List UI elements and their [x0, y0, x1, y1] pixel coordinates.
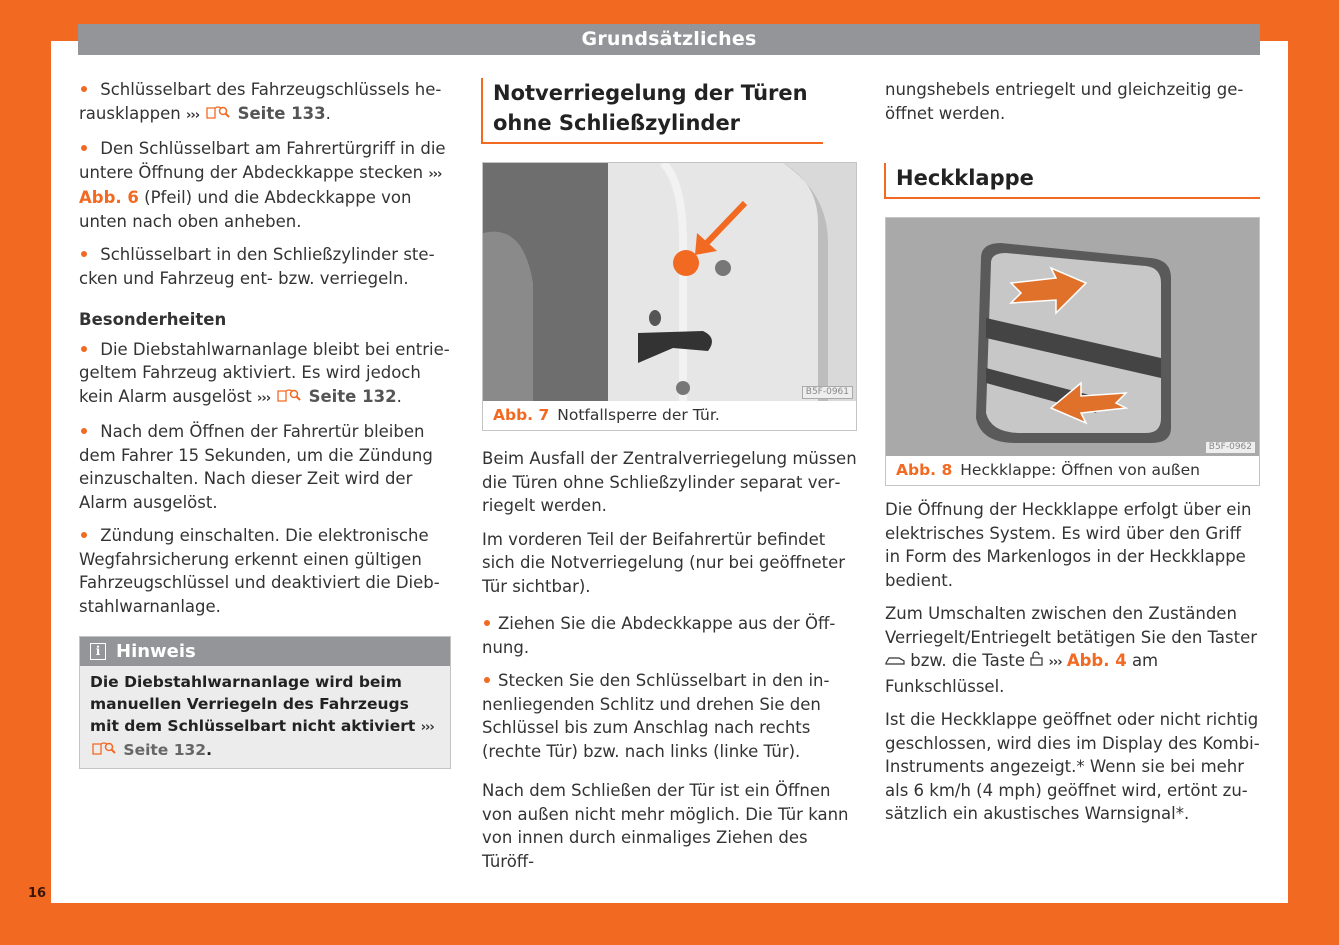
book-search-icon	[206, 105, 230, 120]
column-1	[79, 78, 451, 769]
arrow-marker: ›››	[186, 107, 200, 123]
tailgate-logo-illustration	[886, 218, 1259, 456]
column-3	[885, 78, 1260, 836]
page-reference-link[interactable]: Seite 133	[237, 103, 326, 123]
paragraph-continuation: nungshebels entriegelt und gleichzeitig geöffnet werden.	[885, 80, 1244, 123]
arrow-marker: ›››	[420, 720, 434, 735]
figure-caption: Abb. 8 Heckklappe: Öffnen von außen	[896, 461, 1200, 479]
page-number: 16	[28, 886, 47, 901]
list-item: Die Diebstahlwarnanlage bleibt bei entriegeltem Fahrzeug aktiviert. Es wird jedoch kein Alarm ausgelöst ››› Seite 132.	[79, 338, 451, 411]
arrow-marker: ›››	[256, 390, 271, 406]
paragraph: Beim Ausfall der Zentralverriegelung müssen die Türen ohne Schließzylinder separat verriegelt werden.	[482, 449, 857, 515]
list-item: Nach dem Öffnen der Fahrertür bleiben dem Fahrer 15 Sekunden, um die Zündung einzuschalten. Nach dieser Zeit wird der Alarm ausgelöst.	[79, 420, 451, 514]
paragraph: Im vorderen Teil der Beifahrertür befindet sich die Notverriegelung (nur bei geöffneter Tür sichtbar).	[482, 529, 846, 596]
info-icon: i	[90, 643, 106, 660]
book-search-icon	[92, 741, 116, 756]
section-title: Heckklappe	[884, 163, 1260, 199]
figure-code: B5F-0961	[802, 386, 853, 399]
unlock-icon	[1030, 651, 1043, 666]
paragraph: Zum Umschalten zwischen den Zuständen Verriegelt/Entriegelt betätigen Sie den Taster bzw. die Taste ››› Abb. 4 am Funkschlüssel.	[885, 604, 1258, 696]
section-header: Grundsätzliches	[78, 24, 1260, 55]
page-reference-link[interactable]: Seite 132	[308, 386, 397, 406]
arrow-marker: ›››	[1048, 655, 1062, 670]
paragraph: Ist die Heckklappe geöffnet oder nicht richtig geschlossen, wird dies im Display des KombiInstruments angezeigt.* Wenn sie bei mehr als 6 km/h (4 mph) geöffnet wird, ertönt zusätzlich ein akustisches Warnsignal*.	[885, 710, 1260, 823]
door-lock-illustration	[483, 163, 856, 401]
list-item: Schlüsselbart des Fahrzeugschlüssels herausklappen ››› Seite 133.	[79, 78, 451, 127]
list-item: Schlüsselbart in den Schließzylinder stecken und Fahrzeug ent- bzw. verriegeln.	[79, 243, 451, 290]
subheading: Besonderheiten	[79, 310, 227, 329]
figure-7	[482, 162, 857, 431]
section-title: Notverriegelung der Türen ohne Schließzylinder	[481, 78, 823, 144]
list-item: Stecken Sie den Schlüsselbart in den innenliegenden Schlitz und drehen Sie den Schlüssel bis zum Anschlag nach rechts (rechte Tür) bzw. nach links (linke Tür).	[482, 669, 857, 763]
figure-reference-link[interactable]: Abb. 4	[1066, 651, 1127, 670]
door-illustration-svg	[483, 163, 856, 401]
list-item: Den Schlüsselbart am Fahrertürgriff in die untere Öffnung der Abdeckkappe stecken ››› Abb. 6 (Pfeil) und die Abdeckkappe von unten nach oben anheben.	[79, 137, 451, 233]
car-trunk-icon	[885, 654, 905, 666]
figure-code: B5F-0962	[1205, 441, 1256, 454]
figure-8	[885, 217, 1260, 486]
column-2	[482, 78, 857, 883]
arrow-marker: ›››	[428, 166, 442, 182]
list-item: Zündung einschalten. Die elektronische Wegfahrsicherung erkennt einen gültigen Fahrzeugschlüssel und deaktiviert die Diebstahlwarnanlage.	[79, 524, 451, 618]
page-reference-link[interactable]: Seite 132	[123, 741, 207, 759]
book-search-icon	[277, 388, 301, 403]
list-item: Ziehen Sie die Abdeckkappe aus der Öffnung.	[482, 612, 857, 659]
logo-illustration-svg	[886, 218, 1259, 456]
figure-reference-link[interactable]: Abb. 6	[79, 188, 139, 207]
note-header: i Hinweis	[80, 637, 450, 666]
figure-caption: Abb. 7 Notfallsperre der Tür.	[493, 406, 720, 424]
note-body: Die Diebstahlwarnanlage wird beim manuellen Verriegeln des Fahrzeugs mit dem Schlüsselbart nicht aktiviert ››› Seite 132.	[90, 673, 434, 759]
note-box	[79, 636, 451, 769]
paragraph: Die Öffnung der Heckklappe erfolgt über ein elektrisches System. Es wird über den Griff in Form des Markenlogos in der Heckklappe bedient.	[885, 500, 1252, 590]
paragraph: Nach dem Schließen der Tür ist ein Öffnen von außen nicht mehr möglich. Die Tür kann von innen durch einmaliges Ziehen des Türöff-	[482, 781, 849, 871]
